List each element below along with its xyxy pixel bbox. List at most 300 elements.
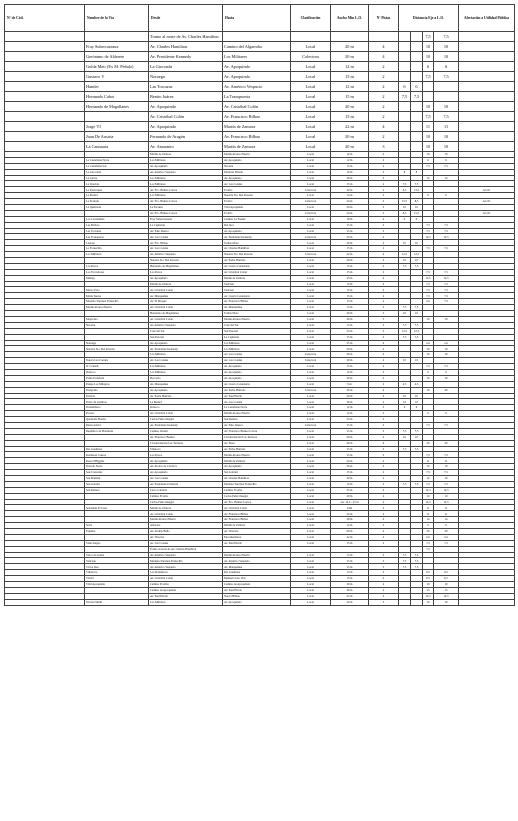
name-cell: Villanova	[85, 570, 149, 576]
ancho-cell: 25 m	[331, 328, 369, 334]
distancia-2-cell: 8	[411, 169, 423, 175]
distancia-3-cell: 7,5	[423, 364, 434, 370]
desde-cell: Av. Apoquindo	[149, 275, 223, 281]
desde-cell: Av. Fco. Bulnes Correa	[149, 210, 223, 216]
name-cell: Patricia	[85, 393, 149, 399]
pistas-cell: 4	[369, 122, 399, 132]
clasificacion-cell: Local	[291, 576, 331, 582]
ancho-cell: 15 m	[331, 228, 369, 234]
desde-cell: Av. Vitacura	[149, 534, 223, 540]
pistas-cell: 3	[369, 316, 399, 322]
desde-cell: Av. Las Condes	[149, 540, 223, 546]
distancia-4-cell: 10	[434, 346, 459, 352]
ancho-cell: 28 m	[331, 175, 369, 181]
distancia-3-cell: 7,5	[423, 470, 434, 476]
distancia-3-cell: 6	[423, 369, 434, 375]
distancia-1-cell: 7,5	[399, 481, 411, 487]
ancho-cell: 20 m	[331, 464, 369, 470]
ancho-cell: 15 m	[331, 269, 369, 275]
pistas-cell: 2	[369, 181, 399, 187]
pistas-cell: 3	[369, 142, 399, 152]
code-cell	[5, 72, 85, 82]
ancho-cell: 20 m	[331, 52, 369, 62]
distancia-1-cell: 7,5	[399, 334, 411, 340]
desde-cell: Av. Las Condes	[149, 358, 223, 364]
hasta-cell: Nuestra Sra. Del Rosario	[223, 252, 291, 258]
distancia-2-cell: 7,5	[411, 481, 423, 487]
desde-cell: Av. Fco. Bulnes Correa	[149, 187, 223, 193]
distancia-3-cell: 6,5	[423, 576, 434, 582]
distancia-3-cell: 6	[423, 523, 434, 529]
desde-cell: Noruega	[149, 72, 223, 82]
distancia-4-cell: 10	[434, 464, 459, 470]
clasificacion-cell: Local	[291, 112, 331, 122]
clasificacion-cell: Local	[291, 399, 331, 405]
name-cell	[85, 112, 149, 122]
desde-cell: Tramo al norte de Av. Charles Hamilton	[149, 32, 223, 42]
code-cell	[5, 32, 85, 42]
pistas-cell: 2	[369, 102, 399, 112]
distancia-4-cell: 10	[434, 42, 459, 52]
distancia-4-cell	[434, 92, 459, 102]
distancia-2-cell: 7,5	[411, 334, 423, 340]
header-clasificacion: Clasificación	[291, 5, 331, 32]
code-cell	[5, 42, 85, 52]
clasificacion-cell: Colectora	[291, 387, 331, 393]
table-row	[5, 72, 515, 82]
clasificacion-cell: Local	[291, 82, 331, 92]
clasificacion-cell: Local	[291, 258, 331, 264]
distancia-2-cell: 13,5	[411, 187, 423, 193]
ancho-cell: 22 m	[331, 511, 369, 517]
distancia-4-cell: 14	[434, 517, 459, 523]
distancia-4-cell: 14	[434, 175, 459, 181]
afectacion-cell	[459, 102, 515, 112]
name-cell: Pocuro	[85, 411, 149, 417]
clasificacion-cell: Local	[291, 428, 331, 434]
distancia-3-cell: 11	[423, 122, 434, 132]
distancia-2-cell	[411, 42, 423, 52]
clasificacion-cell: Local	[291, 540, 331, 546]
ancho-cell: 20 m	[331, 132, 369, 142]
desde-cell: Av. Amaranto	[149, 142, 223, 152]
ancho-cell: 20 m	[331, 493, 369, 499]
ancho-cell: 15 m	[331, 92, 369, 102]
pistas-cell: 2	[369, 187, 399, 193]
name-cell: Quebrada Honda	[85, 417, 149, 423]
name-cell: La Castellana Sur	[85, 163, 149, 169]
clasificacion-cell: Local	[291, 511, 331, 517]
code-cell	[5, 122, 85, 132]
clasificacion-cell: Local	[291, 193, 331, 199]
ancho-cell: 25 m	[331, 487, 369, 493]
distancia-1-cell: 10	[399, 311, 411, 317]
clasificacion-cell: Local	[291, 269, 331, 275]
hasta-cell: Martín de Zamora	[223, 275, 291, 281]
distancia-3-cell: 30	[423, 529, 434, 535]
pistas-cell: 4	[369, 175, 399, 181]
pistas-cell: 4	[369, 387, 399, 393]
ancho-cell: 15 m	[331, 364, 369, 370]
name-cell: Hamlet	[85, 82, 149, 92]
clasificacion-cell: Local	[291, 281, 331, 287]
pistas-cell: 3	[369, 322, 399, 328]
desde-cell: Albacete	[149, 523, 223, 529]
clasificacion-cell: Local	[291, 593, 331, 599]
distancia-1-cell: 7,5	[399, 92, 411, 102]
distancia-1-cell: 7,5	[399, 558, 411, 564]
desde-cell: Av. Américo Vespucio	[149, 252, 223, 258]
ancho-cell: var. 12,5 - 25 m	[331, 499, 369, 505]
hasta-cell: Cruz del Sur	[223, 322, 291, 328]
ancho-cell: 15 m	[331, 163, 369, 169]
pistas-cell: 2	[369, 152, 399, 158]
distancia-2-cell: 7,5	[411, 322, 423, 328]
pistas-cell: 2	[369, 364, 399, 370]
code-cell	[5, 82, 85, 92]
ancho-cell: 15 m	[331, 246, 369, 252]
desde-cell: Los Militares	[149, 599, 223, 605]
distancia-3-cell: 7,5	[423, 222, 434, 228]
distancia-2-cell: 10	[411, 399, 423, 405]
header-afectacion: Afectación a Utilidad Pública	[459, 5, 515, 32]
clasificacion-cell: Local	[291, 163, 331, 169]
ancho-cell: 15 m	[331, 481, 369, 487]
name-cell: Los Militares	[85, 252, 149, 258]
desde-cell: Los Pozos	[149, 269, 223, 275]
name-cell: Patagonia	[85, 387, 149, 393]
distancia-2-cell	[411, 122, 423, 132]
hasta-cell: Vital Apoquindo	[223, 205, 291, 211]
pistas-cell: 2	[369, 281, 399, 287]
pistas-cell: 2	[369, 92, 399, 102]
hasta-cell	[223, 32, 291, 42]
pistas-cell: 2	[369, 299, 399, 305]
pistas-cell: 4	[369, 393, 399, 399]
hasta-cell: Camino La Fuente	[223, 216, 291, 222]
distancia-2-cell	[411, 142, 423, 152]
table-row	[5, 102, 515, 112]
afectacion-cell	[459, 52, 515, 62]
clasificacion-cell: Colectora	[291, 199, 331, 205]
ancho-cell: 15 m	[331, 428, 369, 434]
clasificacion-cell: Local	[291, 275, 331, 281]
clasificacion-cell: Local	[291, 517, 331, 523]
desde-cell: Av. Manquehue	[149, 381, 223, 387]
name-cell: Juan De Austria	[85, 132, 149, 142]
desde-cell: Av. Apoquindo	[149, 163, 223, 169]
name-cell: Neveria	[85, 322, 149, 328]
table-row	[5, 32, 515, 42]
clasificacion-cell: Colectora	[291, 422, 331, 428]
distancia-2-cell: 7,5	[411, 263, 423, 269]
hasta-cell: Martín Alonso Pinzón	[223, 452, 291, 458]
name-cell: Marco Polo	[85, 287, 149, 293]
clasificacion-cell: Local	[291, 181, 331, 187]
ancho-cell: 40 m	[331, 440, 369, 446]
name-cell: O' Connell	[85, 364, 149, 370]
distancia-1-cell	[399, 42, 411, 52]
distancia-4-cell: 20	[434, 387, 459, 393]
name-cell: Los Lavándulas	[85, 216, 149, 222]
distancia-2-cell: 10	[411, 358, 423, 364]
ancho-cell: 22 m	[331, 458, 369, 464]
hasta-cell: Av. Américo Vespucio	[223, 558, 291, 564]
hasta-cell: Av. Fco. Bulnes Correa	[223, 499, 291, 505]
distancia-1-cell: 6	[399, 405, 411, 411]
distancia-4-cell: 12,5	[434, 275, 459, 281]
distancia-3-cell: 6	[423, 62, 434, 72]
desde-cell: Av. El Bosque	[149, 299, 223, 305]
desde-cell: Nuestra Sra. Del Rosario	[149, 258, 223, 264]
distancia-3-cell: 10	[423, 475, 434, 481]
clasificacion-cell: Local	[291, 132, 331, 142]
ancho-cell: 20 m	[331, 358, 369, 364]
clasificacion-cell: Colectora	[291, 52, 331, 62]
desde-cell: Carlos Peña Otaegui	[149, 499, 223, 505]
ancho-cell: 15 m	[331, 222, 369, 228]
distancia-4-cell: 30	[434, 529, 459, 535]
hasta-cell: Av. Padre Hurtado	[223, 258, 291, 264]
distancia-3-cell: 10	[423, 152, 434, 158]
distancia-3-cell: 7,5	[423, 481, 434, 487]
pistas-cell: 2	[369, 452, 399, 458]
pistas-cell: 2	[369, 210, 399, 216]
pistas-cell: 2	[369, 375, 399, 381]
desde-cell: Fray Subercaseaux	[149, 216, 223, 222]
pistas-cell: 2	[369, 422, 399, 428]
distancia-2-cell: 12,5	[411, 252, 423, 258]
ancho-cell: 15 m	[331, 181, 369, 187]
clasificacion-cell: Local	[291, 481, 331, 487]
distancia-1-cell	[399, 32, 411, 42]
desde-cell: La Piedad	[149, 399, 223, 405]
name-cell: Pedro de Gamboa	[85, 399, 149, 405]
name-cell: Padre Errázuriz	[85, 375, 149, 381]
distancia-1-cell: 8,5	[399, 210, 411, 216]
name-cell: República de Honduras	[85, 428, 149, 434]
hasta-cell: Tomás Moro	[223, 240, 291, 246]
ancho-cell: 15 m	[331, 322, 369, 328]
clasificacion-cell: Local	[291, 417, 331, 423]
distancia-2-cell: 15,5	[411, 210, 423, 216]
desde-cell: La Gioconda	[149, 62, 223, 72]
clasificacion-cell: Local	[291, 311, 331, 317]
clasificacion-cell: Local	[291, 534, 331, 540]
pistas-cell: 4	[369, 499, 399, 505]
desde-cell: Los Militares	[149, 369, 223, 375]
distancia-1-cell: 10	[399, 393, 411, 399]
name-cell: La Gioconda	[85, 169, 149, 175]
distancia-4-cell: 7,5	[434, 452, 459, 458]
pistas-cell: 2	[369, 417, 399, 423]
hasta-cell: Mariano Sánchez Fontecilla	[223, 481, 291, 487]
code-cell	[5, 52, 85, 62]
ancho-cell: 24 m	[331, 199, 369, 205]
hasta-cell: San Gabriel	[223, 470, 291, 476]
desde-cell: Av. Cristóbal Colón	[149, 112, 223, 122]
clasificacion-cell: Local	[291, 299, 331, 305]
desde-cell: Av. Presidente Kennedy	[149, 52, 223, 62]
hasta-cell: Av. Padre Hurtado	[223, 387, 291, 393]
ancho-cell: 25 m	[331, 340, 369, 346]
hasta-cell: La Transpuesta	[223, 92, 291, 102]
distancia-4-cell: 7,5	[434, 228, 459, 234]
name-cell: Gerónimo de Alderete	[85, 52, 149, 62]
distancia-4-cell: 7,5	[434, 163, 459, 169]
desde-cell: Fernando de Aragón	[149, 132, 223, 142]
code-cell	[5, 112, 85, 122]
clasificacion-cell: Local	[291, 157, 331, 163]
ancho-cell: 20 m	[331, 475, 369, 481]
header-nombre: Nombre de la Vía	[85, 5, 149, 32]
name-cell: Valle Alegre	[85, 540, 149, 546]
document-page	[4, 4, 514, 606]
distancia-1-cell: 7,5	[399, 564, 411, 570]
clasificacion-cell: Colectora	[291, 358, 331, 364]
hasta-cell: Martín Alonso Pinzón	[223, 411, 291, 417]
clasificacion-cell: Local	[291, 216, 331, 222]
name-cell: Nuestra Sra. Del Rosario	[85, 346, 149, 352]
hasta-cell: Río Guadiana	[223, 570, 291, 576]
pistas-cell: 4	[369, 216, 399, 222]
table-row	[5, 132, 515, 142]
name-cell: San Damián	[85, 475, 149, 481]
distancia-4-cell: 7,5	[434, 287, 459, 293]
hasta-cell: El Alto	[223, 199, 291, 205]
hasta-cell: Av. Apoquindo	[223, 464, 291, 470]
header-hasta: Hasta	[223, 5, 291, 32]
table-row	[5, 92, 515, 102]
pistas-cell: 2	[369, 369, 399, 375]
desde-cell: Av. Apoquindo	[149, 340, 223, 346]
clasificacion-cell: Local	[291, 369, 331, 375]
name-cell: Golda Meir (Ex M. Peñalo)	[85, 62, 149, 72]
clasificacion-cell: Local	[291, 487, 331, 493]
hasta-cell: Av. Francisco Bilbao	[223, 132, 291, 142]
ancho-cell: 15 m	[331, 305, 369, 311]
distancia-4-cell: 7,5	[434, 112, 459, 122]
hasta-cell: Av. Las Condes	[223, 352, 291, 358]
hasta-cell: Av. Cristóbal Colón	[223, 102, 291, 112]
clasificacion-cell	[291, 32, 331, 42]
distancia-1-cell: 7,5	[399, 428, 411, 434]
desde-cell: Tramo al norte de Av. Charles Hamilton	[149, 546, 223, 552]
name-cell: Mayecura	[85, 316, 149, 322]
hasta-cell: Av. Pdte. Riesco	[223, 422, 291, 428]
clasificacion-cell: Colectora	[291, 252, 331, 258]
distancia-2-cell: 6	[411, 405, 423, 411]
hasta-cell: Av. Francisco Bilbao	[223, 511, 291, 517]
desde-cell: Cerro Catedral	[149, 487, 223, 493]
pistas-cell: 3	[369, 558, 399, 564]
desde-cell: Av. Fco. Bulnes Correa	[149, 199, 223, 205]
ancho-cell: 12 m	[331, 523, 369, 529]
desde-cell: Av. Cristóbal Colón	[149, 287, 223, 293]
name-cell: Reina Astrid	[85, 422, 149, 428]
name-cell: San Gabriel	[85, 481, 149, 487]
desde-cell: San Pascual	[149, 334, 223, 340]
roads-table	[4, 4, 515, 606]
name-cell: San Crescente	[85, 470, 149, 476]
pistas-cell: 2	[369, 163, 399, 169]
pistas-cell: 4	[369, 258, 399, 264]
desde-cell: Los Militares	[149, 352, 223, 358]
distancia-2-cell	[411, 599, 423, 605]
pistas-cell: 2	[369, 293, 399, 299]
pistas-cell: 2	[369, 287, 399, 293]
distancia-1-cell: 4,5	[399, 381, 411, 387]
desde-cell: Los Militares	[149, 157, 223, 163]
ancho-cell: 15 m	[331, 287, 369, 293]
pistas-cell: 2	[369, 475, 399, 481]
ancho-cell: 15 m	[331, 540, 369, 546]
pistas-cell: 4	[369, 399, 399, 405]
clasificacion-cell: Local	[291, 102, 331, 112]
header-pistas: Nº Pistas	[369, 5, 399, 32]
distancia-4-cell: 7,5	[434, 246, 459, 252]
desde-cell: Av. Las Condes	[149, 246, 223, 252]
distancia-4-cell: 10	[434, 52, 459, 62]
pistas-cell: 2	[369, 228, 399, 234]
desde-cell: Martín de Zamora	[149, 281, 223, 287]
hasta-cell: Av. Las Condes	[223, 181, 291, 187]
distancia-2-cell: 7,5	[411, 564, 423, 570]
pistas-cell: 2	[369, 269, 399, 275]
distancia-3-cell: 7,5	[423, 540, 434, 546]
clasificacion-cell: Local	[291, 505, 331, 511]
hasta-cell: Av. Américo Vespucio	[223, 82, 291, 92]
ancho-cell: 20 m	[331, 352, 369, 358]
afectacion-cell	[459, 82, 515, 92]
distancia-4-cell: 6	[434, 411, 459, 417]
desde-cell: Los Militares	[149, 364, 223, 370]
clasificacion-cell: Local	[291, 340, 331, 346]
clasificacion-cell: Local	[291, 169, 331, 175]
header-distancia: Distancia Eje a L.O.	[399, 5, 459, 32]
ancho-cell: 15 m	[331, 558, 369, 564]
hasta-cell: Av. Cuarto Centenario	[223, 263, 291, 269]
name-cell: Tajamar	[85, 529, 149, 535]
distancia-3-cell: 12,5	[423, 499, 434, 505]
pistas-cell: 4	[369, 493, 399, 499]
distancia-3-cell: 10	[423, 352, 434, 358]
distancia-4-cell: 11	[434, 505, 459, 511]
name-cell: La Oración	[85, 181, 149, 187]
pistas-cell: 2	[369, 523, 399, 529]
desde-cell: Los Militares	[149, 181, 223, 187]
distancia-3-cell: 10	[423, 316, 434, 322]
hasta-cell: Av. Apoquindo	[223, 599, 291, 605]
clasificacion-cell: Local	[291, 464, 331, 470]
ancho-cell: 30 m	[331, 587, 369, 593]
hasta-cell: Av. Plaza	[223, 440, 291, 446]
hasta-cell: El Alto	[223, 187, 291, 193]
distancia-2-cell: 12,5	[411, 328, 423, 334]
hasta-cell: Los Militares	[223, 340, 291, 346]
clasificacion-cell: Local	[291, 152, 331, 158]
distancia-1-cell: 10	[399, 240, 411, 246]
distancia-3-cell: var	[423, 340, 434, 346]
table-row	[5, 52, 515, 62]
distancia-1-cell: 15,5	[399, 199, 411, 205]
name-cell: Rosario Norte	[85, 464, 149, 470]
desde-cell: Martín Alonso Pinzón	[149, 517, 223, 523]
hasta-cell: Av. Las Condes	[223, 399, 291, 405]
distancia-4-cell: 7,5	[434, 293, 459, 299]
distancia-3-cell: 15	[423, 587, 434, 593]
hasta-cell: El Alto	[223, 210, 291, 216]
